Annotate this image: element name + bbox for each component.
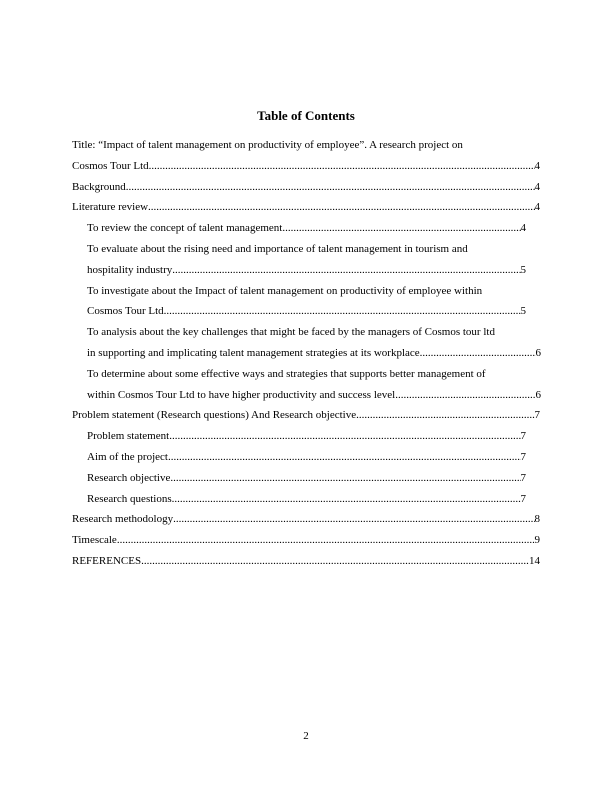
- toc-leader-dots: [173, 509, 534, 530]
- toc-entry-literature-review[interactable]: [72, 197, 540, 218]
- toc-entry-title-text: Problem statement (Research questions) And Research objective: [72, 409, 357, 422]
- toc-leader-dots: [117, 530, 535, 551]
- toc-entry-text-line: To determine about some effective ways and strategies that supports better management of: [87, 367, 486, 380]
- toc-page-number: 7: [520, 430, 526, 443]
- toc-entry-problem-statement[interactable]: [72, 426, 540, 447]
- toc-leader-line: [87, 260, 526, 281]
- toc-leader-line: [72, 177, 540, 198]
- toc-entry-title-text: To review the concept of talent management: [87, 222, 283, 235]
- toc-leader-line: [72, 156, 540, 177]
- toc-entry-background[interactable]: [72, 177, 540, 198]
- toc-leader-dots: [172, 260, 520, 281]
- toc-entry-title-text: within Cosmos Tour Ltd to have higher productivity and success level: [87, 388, 396, 401]
- toc-entry-text-line: To evaluate about the rising need and importance of talent management in tourism and: [87, 242, 468, 255]
- toc-entry-title-text: Research methodology: [72, 513, 174, 526]
- toc-page-number: 7: [520, 450, 526, 463]
- toc-leader-dots: [141, 551, 529, 572]
- toc-entry-title-text: Cosmos Tour Ltd: [72, 159, 149, 172]
- toc-page-number: 6: [535, 388, 541, 401]
- toc-leader-dots: [172, 489, 521, 510]
- toc-leader-dots: [164, 301, 521, 322]
- toc-leader-line: [87, 447, 526, 468]
- toc-leader-line: [72, 405, 540, 426]
- toc-entry-determine-strategies[interactable]: [72, 364, 540, 406]
- toc-entry-aim[interactable]: [72, 447, 540, 468]
- toc-leader-line: [87, 489, 526, 510]
- toc-page-number: 5: [520, 263, 526, 276]
- toc-entry-research-methodology[interactable]: [72, 509, 540, 530]
- toc-leader-dots: [168, 447, 521, 468]
- toc-leader-line: [87, 468, 526, 489]
- toc-page-number: 6: [535, 346, 541, 359]
- toc-leader-line: [87, 301, 526, 322]
- toc-entry-review-concept[interactable]: [72, 218, 540, 239]
- toc-page-number: 4: [520, 222, 526, 235]
- toc-page-number: 7: [520, 471, 526, 484]
- toc-leader-line: [72, 197, 540, 218]
- toc-entry-title-text: Research questions: [87, 492, 172, 505]
- toc-entry-title-text: REFERENCES: [72, 554, 142, 567]
- toc-page-number: 4: [534, 201, 540, 214]
- toc-leader-dots: [126, 177, 535, 198]
- page-number-footer: 2: [303, 730, 309, 742]
- toc-entry-research-questions[interactable]: [72, 489, 540, 510]
- toc-entry-investigate-impact[interactable]: [72, 281, 540, 323]
- toc-entry-title-text: Cosmos Tour Ltd: [87, 305, 164, 318]
- toc-entry-title-text: Research objective: [87, 471, 171, 484]
- toc-leader-dots: [356, 405, 534, 426]
- toc-leader-dots: [169, 426, 520, 447]
- toc-leader-line: [72, 509, 540, 530]
- toc-entry-title-text: in supporting and implicating talent management strategies at its workplace: [87, 346, 420, 359]
- toc-leader-line: [87, 385, 541, 406]
- toc-entry-text-line: To investigate about the Impact of talent management on productivity of employee within: [87, 284, 483, 297]
- toc-leader-dots: [420, 343, 536, 364]
- toc-entry-title-text: hospitality industry: [87, 263, 173, 276]
- toc-leader-dots: [148, 197, 534, 218]
- toc-page-number: 4: [534, 159, 540, 172]
- toc-entry-text-line: Title: “Impact of talent management on productivity of employee”. A research project on: [72, 139, 463, 151]
- table-of-contents: [72, 135, 540, 572]
- page-title: Table of Contents: [257, 108, 355, 123]
- toc-leader-line: [72, 551, 540, 572]
- toc-leader-line: [72, 530, 540, 551]
- toc-leader-dots: [395, 385, 535, 406]
- toc-page-number: 8: [534, 513, 540, 526]
- toc-entry-timescale[interactable]: [72, 530, 540, 551]
- toc-page-number: 7: [520, 492, 526, 505]
- toc-entry-title[interactable]: [72, 135, 540, 177]
- toc-entry-problem-statement-section[interactable]: [72, 405, 540, 426]
- toc-entry-title-text: Timescale: [72, 534, 117, 547]
- toc-entry-evaluate-need[interactable]: [72, 239, 540, 281]
- toc-leader-line: [87, 343, 541, 364]
- toc-leader-dots: [149, 156, 535, 177]
- toc-entry-title-text: Aim of the project: [87, 450, 168, 463]
- toc-page-number: 4: [534, 180, 540, 193]
- toc-leader-line: [87, 218, 526, 239]
- toc-entry-title-text: Problem statement: [87, 430, 170, 443]
- toc-page-number: 5: [520, 305, 526, 318]
- toc-page-number: 7: [534, 409, 540, 422]
- toc-leader-dots: [170, 468, 520, 489]
- toc-entry-research-objective[interactable]: [72, 468, 540, 489]
- toc-entry-title-text: Background: [72, 180, 126, 193]
- toc-leader-dots: [282, 218, 520, 239]
- toc-entry-analysis-challenges[interactable]: [72, 322, 540, 364]
- toc-entry-references[interactable]: [72, 551, 540, 572]
- toc-leader-line: [87, 426, 526, 447]
- toc-page-number: 9: [534, 534, 540, 547]
- toc-entry-text-line: To analysis about the key challenges that might be faced by the managers of Cosmos tour ltd: [87, 326, 495, 339]
- toc-entry-title-text: Literature review: [72, 201, 149, 214]
- toc-page-number: 14: [529, 554, 540, 567]
